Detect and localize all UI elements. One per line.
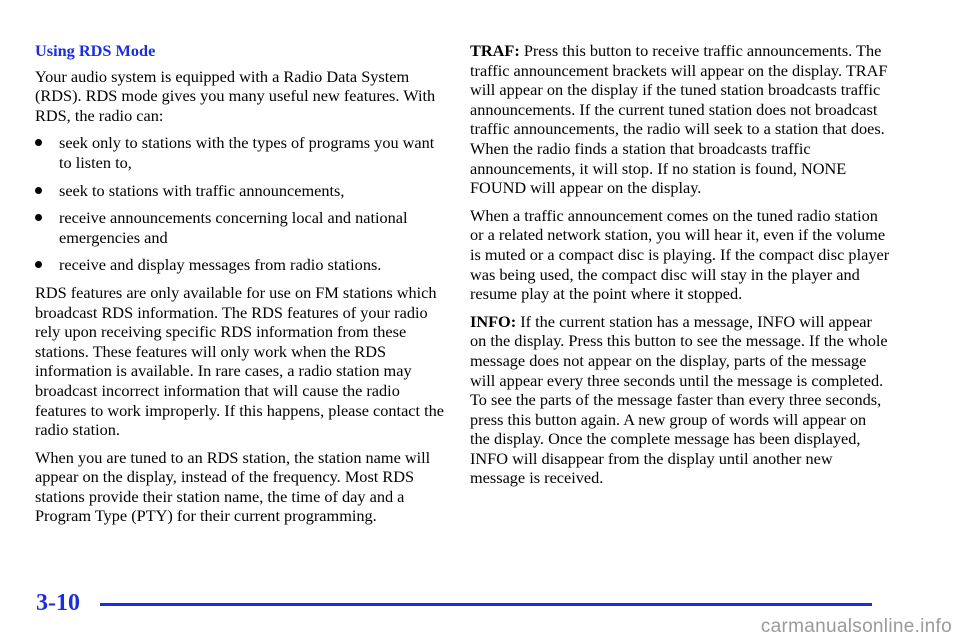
traf-label: TRAF:	[470, 41, 520, 60]
footer-rule	[100, 603, 872, 606]
rds-station-paragraph: When you are tuned to an RDS station, the station name will appear on the display, instead of the frequency. Most RDS stations provide their station name, the time of day and a Program Type (PTY) for their current programming.	[35, 447, 431, 526]
list-item-text: receive and display messages from radio stations.	[59, 255, 382, 275]
feature-list	[35, 133, 445, 275]
list-item	[35, 208, 445, 247]
left-column	[35, 41, 445, 534]
list-item	[35, 181, 445, 201]
watermark: carmanualsonline.info	[760, 616, 952, 637]
list-item-text: seek to stations with traffic announcements,	[59, 180, 345, 200]
traffic-announcement-paragraph: When a traffic announcement comes on the tuned radio station or a related network station, you will hear it, even if the volume is muted or a compact disc is playing. If the compact disc player was being used, the compact disc will stay in the player and resume play at the point where it stopped.	[470, 205, 890, 304]
bullet-icon	[35, 214, 42, 221]
bullet-icon	[35, 139, 42, 146]
info-paragraph	[470, 312, 890, 488]
info-label: INFO:	[470, 311, 517, 331]
bullet-icon	[35, 187, 42, 194]
traf-paragraph	[470, 41, 890, 198]
right-column	[470, 41, 890, 496]
rds-features-paragraph: RDS features are only available for use on FM stations which broadcast RDS information. The RDS features of your radio rely upon receiving specific RDS information from these stations. These features will only work when the RDS information is available. In rare cases, a radio station may broadcast incorrect information that will cause the radio features to work improperly. If this happens, please contact the radio station.	[35, 282, 445, 440]
page-number: 3-10	[36, 590, 80, 616]
list-item	[35, 133, 445, 172]
list-item-text: seek only to stations with the types of programs you want to listen to,	[59, 133, 435, 172]
traf-text: Press this button to receive traffic announcements. The traffic announcement brackets will appear on the display. TRAF will appear on the display if the tuned station broadcasts traffic announcements. If the current tuned station does not broadcast traffic announcements, the radio will seek to a station that does. When the radio finds a station that broadcasts traffic announcements, it will stop. If no station is found, NONE FOUND will appear on the display.	[470, 41, 888, 198]
section-heading: Using RDS Mode	[35, 41, 156, 60]
intro-paragraph: Your audio system is equipped with a Radio Data System (RDS). RDS mode gives you many useful new features. With RDS, the radio can:	[35, 66, 436, 125]
list-item	[35, 255, 445, 275]
list-item-text: receive announcements concerning local and national emergencies and	[59, 208, 408, 247]
info-text: If the current station has a message, INFO will appear on the display. Press this button to see the message. If the whole message does not appear on the display, parts of the message will appear every three seconds until the message is completed. To see the parts of the message faster than every three seconds, press this button again. A new group of words will appear on the display. Once the complete message has been displayed, INFO will disappear from the display until another new message is received.	[470, 311, 888, 488]
bullet-icon	[35, 261, 42, 268]
